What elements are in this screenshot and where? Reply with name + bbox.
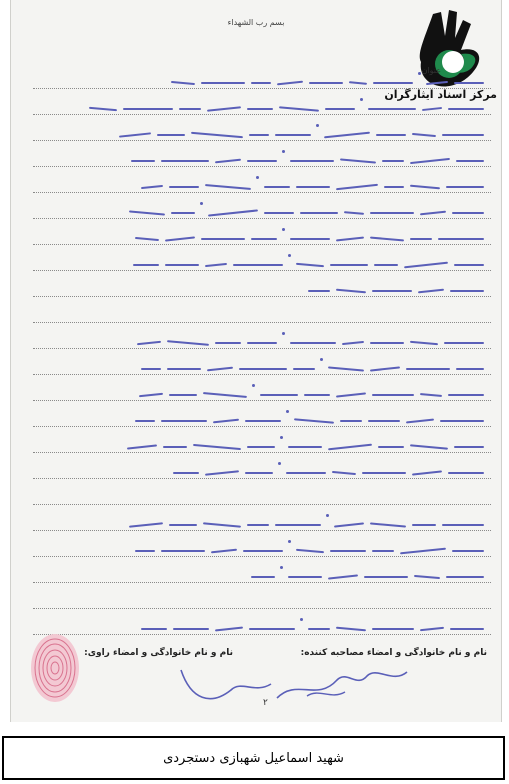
narrator-signature-label: نام و نام خانوادگی و امضاء راوی: <box>84 648 233 658</box>
page-number: ۲ <box>263 698 268 708</box>
handwriting-line <box>33 384 487 402</box>
handwriting-line <box>33 332 487 350</box>
handwriting-line <box>33 254 487 272</box>
handwriting-line <box>33 124 487 142</box>
handwriting-line <box>127 462 487 480</box>
document-caption: شهید اسماعیل شهبازی دستجردی <box>2 736 505 780</box>
handwriting-line <box>33 436 487 454</box>
handwriting-line <box>33 514 487 532</box>
handwriting-line <box>187 566 487 584</box>
handwriting-line <box>117 72 487 90</box>
bismillah-header: بسم رب الشهداء <box>227 18 285 27</box>
handwriting-line <box>33 540 487 558</box>
handwriting-line <box>33 176 487 194</box>
handwriting-line <box>33 618 487 636</box>
fingerprint-icon <box>25 628 85 708</box>
handwriting-line <box>297 280 487 298</box>
document-sheet <box>10 0 502 722</box>
logo-caption: مرکز اسناد ایثارگران <box>384 88 497 101</box>
interviewer-signature-icon <box>267 658 417 708</box>
handwriting-line <box>33 150 487 168</box>
handwriting-line <box>33 98 487 116</box>
handwriting-line <box>33 410 487 428</box>
handwriting-line <box>33 228 487 246</box>
logo-word: عنوان <box>421 66 441 75</box>
interviewer-signature-label: نام و نام خانوادگی و امضاء مصاحبه کننده: <box>300 648 487 658</box>
handwriting-line <box>33 202 487 220</box>
handwriting-line <box>33 358 487 376</box>
